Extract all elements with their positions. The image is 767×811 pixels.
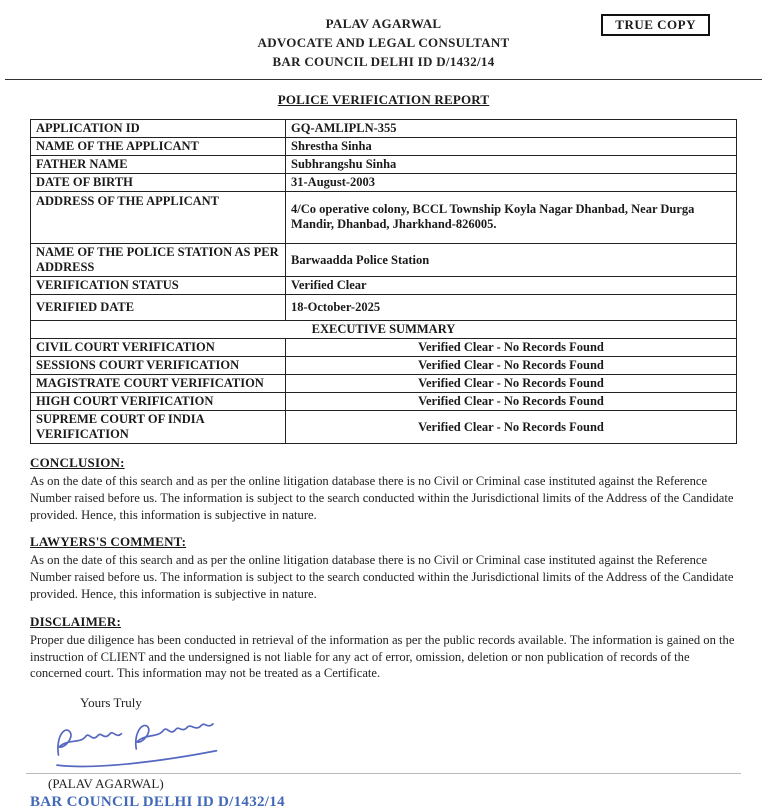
detail-value: Barwaadda Police Station <box>286 244 737 277</box>
lawyers-comment-heading: LAWYERS'S COMMENT: <box>30 534 187 550</box>
true-copy-label: TRUE COPY <box>615 17 696 32</box>
executive-summary-title: EXECUTIVE SUMMARY <box>31 321 737 339</box>
detail-label: ADDRESS OF THE APPLICANT <box>31 192 286 244</box>
detail-label: VERIFICATION STATUS <box>31 277 286 295</box>
summary-label: SESSIONS COURT VERIFICATION <box>31 357 286 375</box>
verification-table <box>30 119 737 444</box>
table-row <box>31 393 737 411</box>
signatory-name <box>26 773 741 792</box>
detail-value: 18-October-2025 <box>286 295 737 321</box>
table-row <box>31 357 737 375</box>
true-copy-stamp <box>601 14 710 36</box>
summary-value: Verified Clear - No Records Found <box>286 375 737 393</box>
detail-label: APPLICATION ID <box>31 120 286 138</box>
lawyers-comment-body: As on the date of this search and as per the online litigation database there is no Civil or Criminal case instituted against the Reference Number raised before us. The information is subject to the search conducted within the Jurisdictional limits of the Address of the Candidate provided. Hence, this information is subjective in nature. <box>30 553 734 601</box>
summary-label: SUPREME COURT OF INDIA VERIFICATION <box>31 411 286 444</box>
detail-value: 4/Co operative colony, BCCL Township Koyla Nagar Dhanbad, Near Durga Mandir, Dhanbad, Jharkhand-826005. <box>286 192 737 244</box>
table-row <box>31 156 737 174</box>
advocate-name: PALAV AGARWAL <box>325 16 442 31</box>
detail-label: NAME OF THE APPLICANT <box>31 138 286 156</box>
detail-label: FATHER NAME <box>31 156 286 174</box>
table-row <box>31 411 737 444</box>
advocate-role: ADVOCATE AND LEGAL CONSULTANT <box>257 35 510 50</box>
summary-value: Verified Clear - No Records Found <box>286 411 737 444</box>
header-divider <box>5 79 762 80</box>
signature-scribble-icon <box>47 711 225 778</box>
report-title: POLICE VERIFICATION REPORT <box>277 92 490 107</box>
table-row <box>31 375 737 393</box>
disclaimer-body: Proper due diligence has been conducted in retrieval of the information as per the public records available. The information is gained on the instruction of CLIENT and the undersigned is not liable for any act of error, omission, deletion or non publication of records of the concerned court. This information may not be treated as a Certificate. <box>30 632 735 681</box>
detail-value: Verified Clear <box>286 277 737 295</box>
signature-image <box>48 715 737 773</box>
executive-summary-header-row <box>31 321 737 339</box>
conclusion-heading: CONCLUSION: <box>30 455 125 470</box>
lawyers-comment-section <box>30 534 737 602</box>
detail-label: DATE OF BIRTH <box>31 174 286 192</box>
table-row <box>31 295 737 321</box>
table-row <box>31 192 737 244</box>
detail-value: 31-August-2003 <box>286 174 737 192</box>
conclusion-section <box>30 455 737 523</box>
footer-bar-council-id: BAR COUNCIL DELHI ID D/1432/14 <box>30 794 285 811</box>
disclaimer-heading: DISCLAIMER: <box>30 613 122 629</box>
advocate-bar-id: BAR COUNCIL DELHI ID D/1432/14 <box>272 54 495 69</box>
detail-value: Subhrangshu Sinha <box>286 156 737 174</box>
summary-value: Verified Clear - No Records Found <box>286 357 737 375</box>
detail-label: VERIFIED DATE <box>31 295 286 321</box>
detail-value: Shrestha Sinha <box>286 138 737 156</box>
disclaimer-section <box>30 614 737 682</box>
closing-text: Yours Truly <box>80 695 142 711</box>
signatory-label: (PALAV AGARWAL) <box>48 776 164 792</box>
table-row <box>31 174 737 192</box>
detail-label: NAME OF THE POLICE STATION AS PER ADDRESS <box>31 244 286 277</box>
summary-label: CIVIL COURT VERIFICATION <box>31 339 286 357</box>
summary-value: Verified Clear - No Records Found <box>286 339 737 357</box>
summary-label: MAGISTRATE COURT VERIFICATION <box>31 375 286 393</box>
table-row <box>31 277 737 295</box>
detail-value: GQ-AMLIPLN-355 <box>286 120 737 138</box>
summary-value: Verified Clear - No Records Found <box>286 393 737 411</box>
table-row <box>31 138 737 156</box>
table-row <box>31 120 737 138</box>
table-row <box>31 339 737 357</box>
table-row <box>31 244 737 277</box>
conclusion-body: As on the date of this search and as per the online litigation database there is no Civil or Criminal case instituted against the Reference Number raised before us. The information is subject to the search conducted within the Jurisdictional limits of the Address of the Candidate provided. Hence, this information is subjective in nature. <box>30 474 734 522</box>
summary-label: HIGH COURT VERIFICATION <box>31 393 286 411</box>
